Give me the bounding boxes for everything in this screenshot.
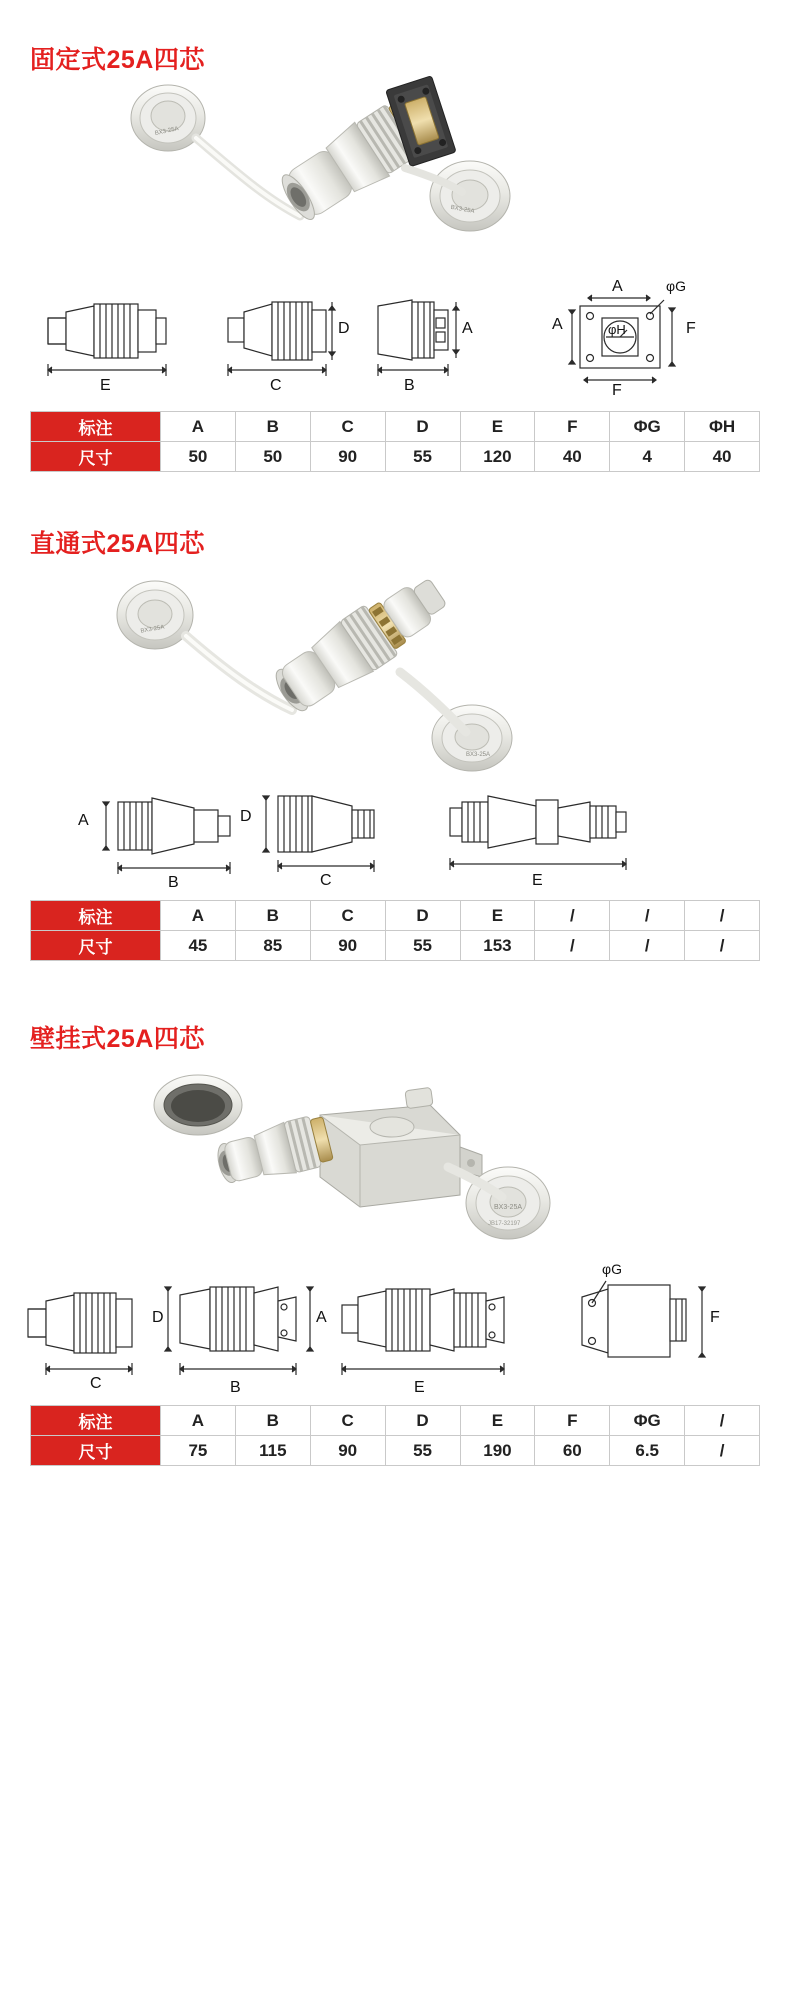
val-c: 90 bbox=[310, 1436, 385, 1466]
photo-illustration-wallmount bbox=[0, 1055, 790, 1275]
val-h: 40 bbox=[685, 442, 760, 472]
dim-label-b-wall: B bbox=[230, 1379, 241, 1396]
col-g: ΦG bbox=[610, 412, 685, 442]
val-e: 153 bbox=[460, 931, 535, 961]
val-a: 45 bbox=[161, 931, 236, 961]
table-row bbox=[31, 931, 760, 961]
val-b: 50 bbox=[235, 442, 310, 472]
dim-label-c1: C bbox=[270, 377, 282, 394]
col-h: / bbox=[685, 901, 760, 931]
row-label-marking: 标注 bbox=[31, 1406, 161, 1436]
spec-table-inline bbox=[30, 900, 760, 961]
val-c: 90 bbox=[310, 931, 385, 961]
row-label-size: 尺寸 bbox=[31, 442, 161, 472]
dim-label-f1: F bbox=[612, 382, 622, 399]
svg-text:BX3-25A: BX3-25A bbox=[140, 624, 165, 635]
dim-label-b1: B bbox=[404, 377, 415, 394]
val-g: / bbox=[610, 931, 685, 961]
dim-label-a-wall: A bbox=[316, 1309, 327, 1326]
col-e: E bbox=[460, 412, 535, 442]
col-d: D bbox=[385, 901, 460, 931]
val-b: 115 bbox=[235, 1436, 310, 1466]
col-g: / bbox=[610, 901, 685, 931]
val-a: 75 bbox=[161, 1436, 236, 1466]
row-label-size: 尺寸 bbox=[31, 1436, 161, 1466]
svg-text:BX3-25A: BX3-25A bbox=[154, 126, 180, 137]
section-wallmount-25a bbox=[0, 961, 790, 1466]
val-b: 85 bbox=[235, 931, 310, 961]
photo-illustration-fixed bbox=[0, 76, 790, 286]
dim-label-d-wall: D bbox=[152, 1309, 164, 1326]
product-photo-wallmount bbox=[0, 1055, 790, 1275]
val-h: / bbox=[685, 931, 760, 961]
row-label-marking: 标注 bbox=[31, 901, 161, 931]
col-f: / bbox=[535, 901, 610, 931]
dim-label-a-top: A bbox=[612, 278, 623, 295]
dim-label-e-wall: E bbox=[414, 1379, 425, 1396]
dim-label-b-inline: B bbox=[168, 874, 179, 891]
dim-label-phig-wall: φG bbox=[602, 1261, 622, 1277]
svg-text:BX3-25A: BX3-25A bbox=[494, 1204, 523, 1211]
col-f: F bbox=[535, 412, 610, 442]
dim-label-phih: φH bbox=[608, 322, 626, 337]
section-title: 直通式25A四芯 bbox=[30, 530, 205, 558]
col-a: A bbox=[161, 1406, 236, 1436]
dim-label-e1: E bbox=[100, 377, 111, 394]
spec-table-fixed bbox=[30, 411, 760, 472]
val-c: 90 bbox=[310, 442, 385, 472]
dim-label-a1: A bbox=[462, 320, 473, 337]
dim-label-f-right: F bbox=[686, 320, 696, 337]
col-f: F bbox=[535, 1406, 610, 1436]
section-inline-25a bbox=[0, 472, 790, 961]
dim-label-phig: φG bbox=[666, 278, 686, 294]
section-title: 固定式25A四芯 bbox=[30, 46, 205, 74]
val-g: 6.5 bbox=[610, 1436, 685, 1466]
table-row bbox=[31, 1436, 760, 1466]
svg-text:BX3-25A: BX3-25A bbox=[466, 752, 491, 758]
val-d: 55 bbox=[385, 1436, 460, 1466]
val-e: 120 bbox=[460, 442, 535, 472]
val-d: 55 bbox=[385, 931, 460, 961]
dim-label-e-inline: E bbox=[532, 872, 543, 889]
col-e: E bbox=[460, 1406, 535, 1436]
col-h: ΦH bbox=[685, 412, 760, 442]
table-row bbox=[31, 412, 760, 442]
table-row bbox=[31, 901, 760, 931]
svg-text:JB17-32197: JB17-32197 bbox=[488, 1221, 521, 1227]
val-f: 60 bbox=[535, 1436, 610, 1466]
dim-label-d-inline: D bbox=[240, 808, 252, 825]
dim-label-c-wall: C bbox=[90, 1375, 102, 1392]
val-h: / bbox=[685, 1436, 760, 1466]
col-d: D bbox=[385, 412, 460, 442]
table-row bbox=[31, 442, 760, 472]
technical-drawings-inline bbox=[0, 780, 790, 900]
dim-label-a2: A bbox=[552, 316, 563, 333]
row-label-marking: 标注 bbox=[31, 412, 161, 442]
val-f: 40 bbox=[535, 442, 610, 472]
product-photo-inline bbox=[0, 560, 790, 780]
col-h: / bbox=[685, 1406, 760, 1436]
section-title: 壁挂式25A四芯 bbox=[30, 1025, 205, 1053]
dim-label-a-inline: A bbox=[78, 812, 89, 829]
spec-table-wallmount bbox=[30, 1405, 760, 1466]
col-b: B bbox=[235, 901, 310, 931]
section-fixed-25a bbox=[0, 0, 790, 472]
row-label-size: 尺寸 bbox=[31, 931, 161, 961]
val-e: 190 bbox=[460, 1436, 535, 1466]
dim-label-d1: D bbox=[338, 320, 350, 337]
col-e: E bbox=[460, 901, 535, 931]
val-a: 50 bbox=[161, 442, 236, 472]
technical-drawings-fixed bbox=[0, 278, 790, 411]
col-c: C bbox=[310, 1406, 385, 1436]
col-b: B bbox=[235, 1406, 310, 1436]
dim-label-f-wall: F bbox=[710, 1309, 720, 1326]
photo-illustration-inline bbox=[0, 560, 790, 780]
col-a: A bbox=[161, 412, 236, 442]
col-a: A bbox=[161, 901, 236, 931]
product-photo-fixed bbox=[0, 76, 790, 286]
col-b: B bbox=[235, 412, 310, 442]
val-g: 4 bbox=[610, 442, 685, 472]
col-c: C bbox=[310, 901, 385, 931]
col-c: C bbox=[310, 412, 385, 442]
svg-text:BX3-25A: BX3-25A bbox=[450, 204, 475, 215]
col-d: D bbox=[385, 1406, 460, 1436]
val-d: 55 bbox=[385, 442, 460, 472]
technical-drawings-wallmount bbox=[0, 1261, 790, 1405]
val-f: / bbox=[535, 931, 610, 961]
dim-label-c-inline: C bbox=[320, 872, 332, 889]
table-row bbox=[31, 1406, 760, 1436]
col-g: ΦG bbox=[610, 1406, 685, 1436]
